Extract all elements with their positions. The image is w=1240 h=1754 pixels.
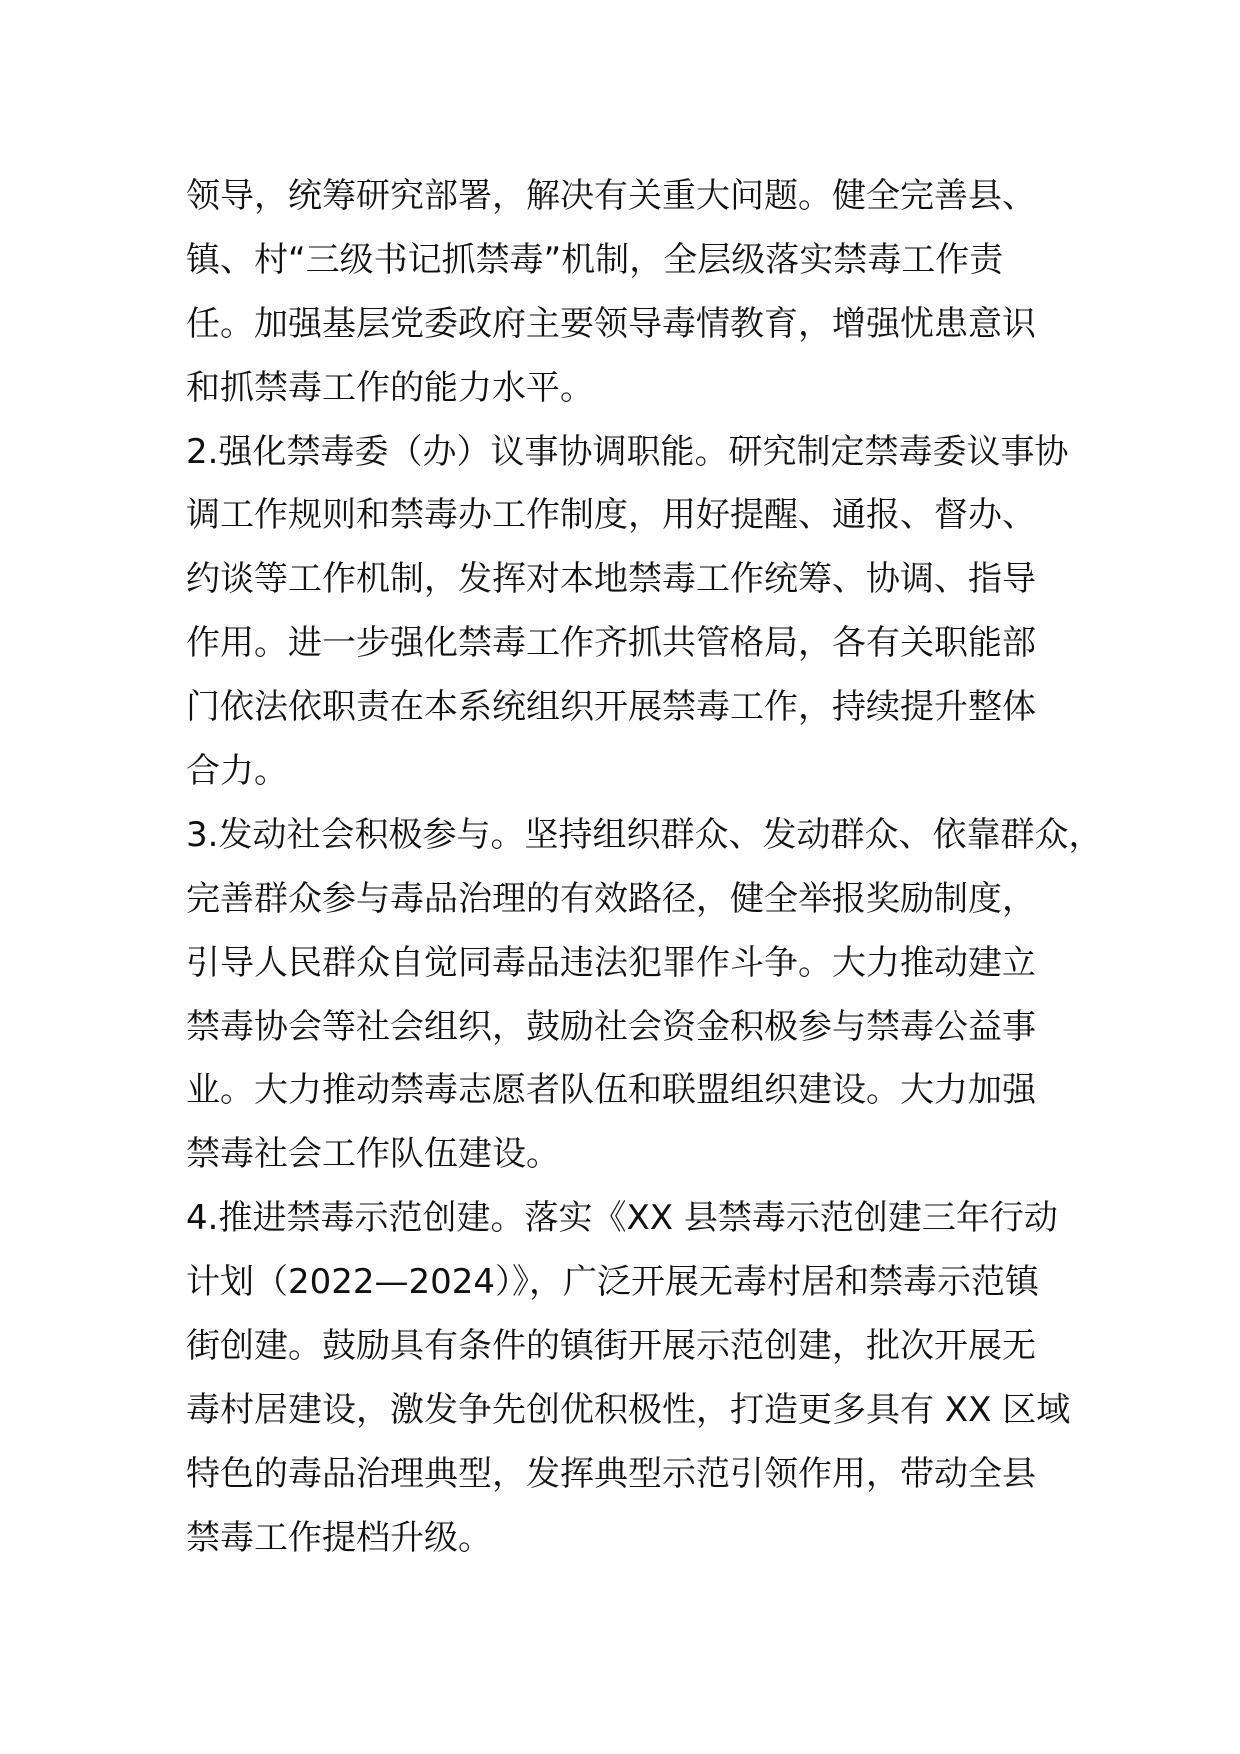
text-line: 任。加强基层党委政府主要领导毒情教育，增强忧患意识	[186, 303, 1036, 344]
text-line: 合力。	[186, 751, 288, 792]
text-line: 4.推进禁毒示范创建。落实《XX 县禁毒示范创建三年行动	[186, 1198, 1058, 1239]
text-line: 街创建。鼓励具有条件的镇街开展示范创建，批次开展无	[186, 1326, 1036, 1367]
text-line: 3.发动社会积极参与。坚持组织群众、发动群众、依靠群众，	[186, 814, 1103, 855]
text-line: 禁毒协会等社会组织，鼓励社会资金积极参与禁毒公益事	[186, 1006, 1036, 1047]
text-line: 特色的毒品治理典型，发挥典型示范引领作用，带动全县	[186, 1453, 1036, 1494]
text-line: 调工作规则和禁毒办工作制度，用好提醒、通报、督办、	[186, 495, 1036, 536]
text-line: 镇、村“三级书记抓禁毒”机制，全层级落实禁毒工作责	[186, 239, 1004, 280]
text-line: 毒村居建设，激发争先创优积极性，打造更多具有 XX 区域	[186, 1389, 1071, 1430]
text-line: 约谈等工作机制，发挥对本地禁毒工作统筹、协调、指导	[186, 559, 1036, 600]
text-line: 计划（2022—2024）》，广泛开展无毒村居和禁毒示范镇	[186, 1262, 1040, 1303]
text-line: 引导人民群众自觉同毒品违法犯罪作斗争。大力推动建立	[186, 942, 1036, 983]
text-line: 禁毒社会工作队伍建设。	[186, 1134, 560, 1175]
text-line: 禁毒工作提档升级。	[186, 1517, 492, 1558]
text-line: 作用。进一步强化禁毒工作齐抓共管格局，各有关职能部	[186, 623, 1036, 664]
body-text	[186, 165, 1103, 1571]
text-line: 业。大力推动禁毒志愿者队伍和联盟组织建设。大力加强	[186, 1070, 1036, 1111]
text-line: 和抓禁毒工作的能力水平。	[186, 367, 594, 408]
text-line: 2.强化禁毒委（办）议事协调职能。研究制定禁毒委议事协	[186, 431, 1069, 472]
text-line: 门依法依职责在本系统组织开展禁毒工作，持续提升整体	[186, 687, 1036, 728]
text-line: 完善群众参与毒品治理的有效路径，健全举报奖励制度，	[186, 878, 1036, 919]
text-line: 领导，统筹研究部署，解决有关重大问题。健全完善县、	[186, 176, 1036, 216]
